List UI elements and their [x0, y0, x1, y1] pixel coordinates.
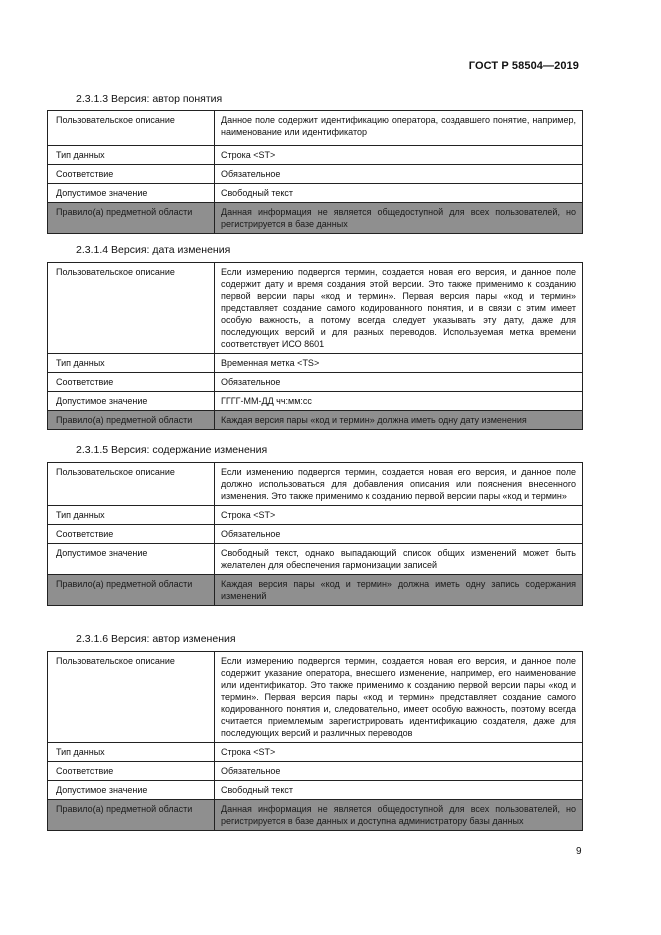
row-label: Тип данных [48, 743, 215, 762]
row-label: Соответствие [48, 373, 215, 392]
section-title: 2.3.1.4 Версия: дата изменения [76, 244, 231, 256]
row-value: Строка <ST> [215, 743, 583, 762]
row-label: Пользовательское описание [48, 463, 215, 506]
table-row [48, 506, 583, 525]
row-label: Допустимое значение [48, 544, 215, 575]
row-value: Данная информация не является общедоступной для всех пользователей, но регистрируется в базе данных и доступна администратору базы данных [215, 800, 583, 831]
row-value: Обязательное [215, 762, 583, 781]
row-value: ГГГГ-ММ-ДД чч:мм:сс [215, 392, 583, 411]
table-row [48, 463, 583, 506]
table-row [48, 111, 583, 146]
table-row [48, 525, 583, 544]
table-row [48, 184, 583, 203]
spec-table [47, 651, 583, 831]
row-value: Данная информация не является общедоступной для всех пользователей, но регистрируется в базе данных [215, 203, 583, 234]
table-row [48, 165, 583, 184]
row-value: Временная метка <TS> [215, 354, 583, 373]
row-label: Тип данных [48, 146, 215, 165]
section-title: 2.3.1.6 Версия: автор изменения [76, 633, 236, 645]
spec-table [47, 462, 583, 606]
table-row-highlighted [48, 575, 583, 606]
page-number: 9 [576, 846, 582, 857]
spec-table [47, 110, 583, 234]
row-label: Допустимое значение [48, 184, 215, 203]
section-title: 2.3.1.5 Версия: содержание изменения [76, 444, 268, 456]
table-row [48, 354, 583, 373]
table-row-highlighted [48, 800, 583, 831]
table-row [48, 652, 583, 743]
table-row [48, 373, 583, 392]
row-value: Свободный текст, однако выпадающий список общих изменений может быть желателен для обеспечения гармонизации записей [215, 544, 583, 575]
row-value: Если изменению подвергся термин, создается новая его версия, и данное поле должно использоваться для добавления описания или пояснения внесенного изменения. Это также применимо к созданию первой версии пары «код и термин» [215, 463, 583, 506]
row-label: Пользовательское описание [48, 111, 215, 146]
row-label: Соответствие [48, 525, 215, 544]
row-value: Если измерению подвергся термин, создается новая его версия, и данное поле содержит указание оператора, внесшего изменение, например, его наименование или идентификатор. Это также применимо к созданию первой версии пары «код и термин». Первая версия пары «код и термин» представляет создание самого кодированного понятия и, следовательно, имеет особую важность, поэтому всегда считается приемлемым зарегистрировать идентификацию создателя, даже для последующих версий и различных переводов [215, 652, 583, 743]
row-label: Соответствие [48, 762, 215, 781]
document-code: ГОСТ Р 58504—2019 [468, 60, 579, 72]
table-row [48, 392, 583, 411]
table-row [48, 146, 583, 165]
row-value: Данное поле содержит идентификацию оператора, создавшего понятие, например, наименование или идентификатор [215, 111, 583, 146]
row-value: Если измерению подвергся термин, создается новая его версия, и данное поле содержит дату и время создания этой версии. Это также применимо к созданию первой версии пары «код и термин». Первая версия пары «код и термин» представляет создание самого кодированного понятия, и в связи с этим имеет особую важность, а потому всегда следует указывать эту дату, даже для последующих версий и для разных переводов. Используемая метка времени соответствует ИСО 8601 [215, 263, 583, 354]
row-label: Правило(а) предметной области [48, 800, 215, 831]
section-title: 2.3.1.3 Версия: автор понятия [76, 93, 223, 105]
row-label: Правило(а) предметной области [48, 575, 215, 606]
row-value: Каждая версия пары «код и термин» должна иметь одну дату изменения [215, 411, 583, 430]
row-label: Допустимое значение [48, 781, 215, 800]
row-label: Правило(а) предметной области [48, 203, 215, 234]
table-row-highlighted [48, 203, 583, 234]
row-value: Свободный текст [215, 184, 583, 203]
row-value: Обязательное [215, 525, 583, 544]
row-value: Обязательное [215, 165, 583, 184]
table-row [48, 743, 583, 762]
table-row [48, 781, 583, 800]
row-value: Строка <ST> [215, 506, 583, 525]
row-label: Тип данных [48, 506, 215, 525]
table-row-highlighted [48, 411, 583, 430]
row-label: Пользовательское описание [48, 263, 215, 354]
row-value: Свободный текст [215, 781, 583, 800]
row-label: Правило(а) предметной области [48, 411, 215, 430]
table-row [48, 762, 583, 781]
row-label: Тип данных [48, 354, 215, 373]
spec-table [47, 262, 583, 430]
table-row [48, 263, 583, 354]
table-row [48, 544, 583, 575]
row-label: Пользовательское описание [48, 652, 215, 743]
row-value: Каждая версия пары «код и термин» должна иметь одну запись содержания изменений [215, 575, 583, 606]
row-label: Соответствие [48, 165, 215, 184]
row-label: Допустимое значение [48, 392, 215, 411]
row-value: Строка <ST> [215, 146, 583, 165]
row-value: Обязательное [215, 373, 583, 392]
